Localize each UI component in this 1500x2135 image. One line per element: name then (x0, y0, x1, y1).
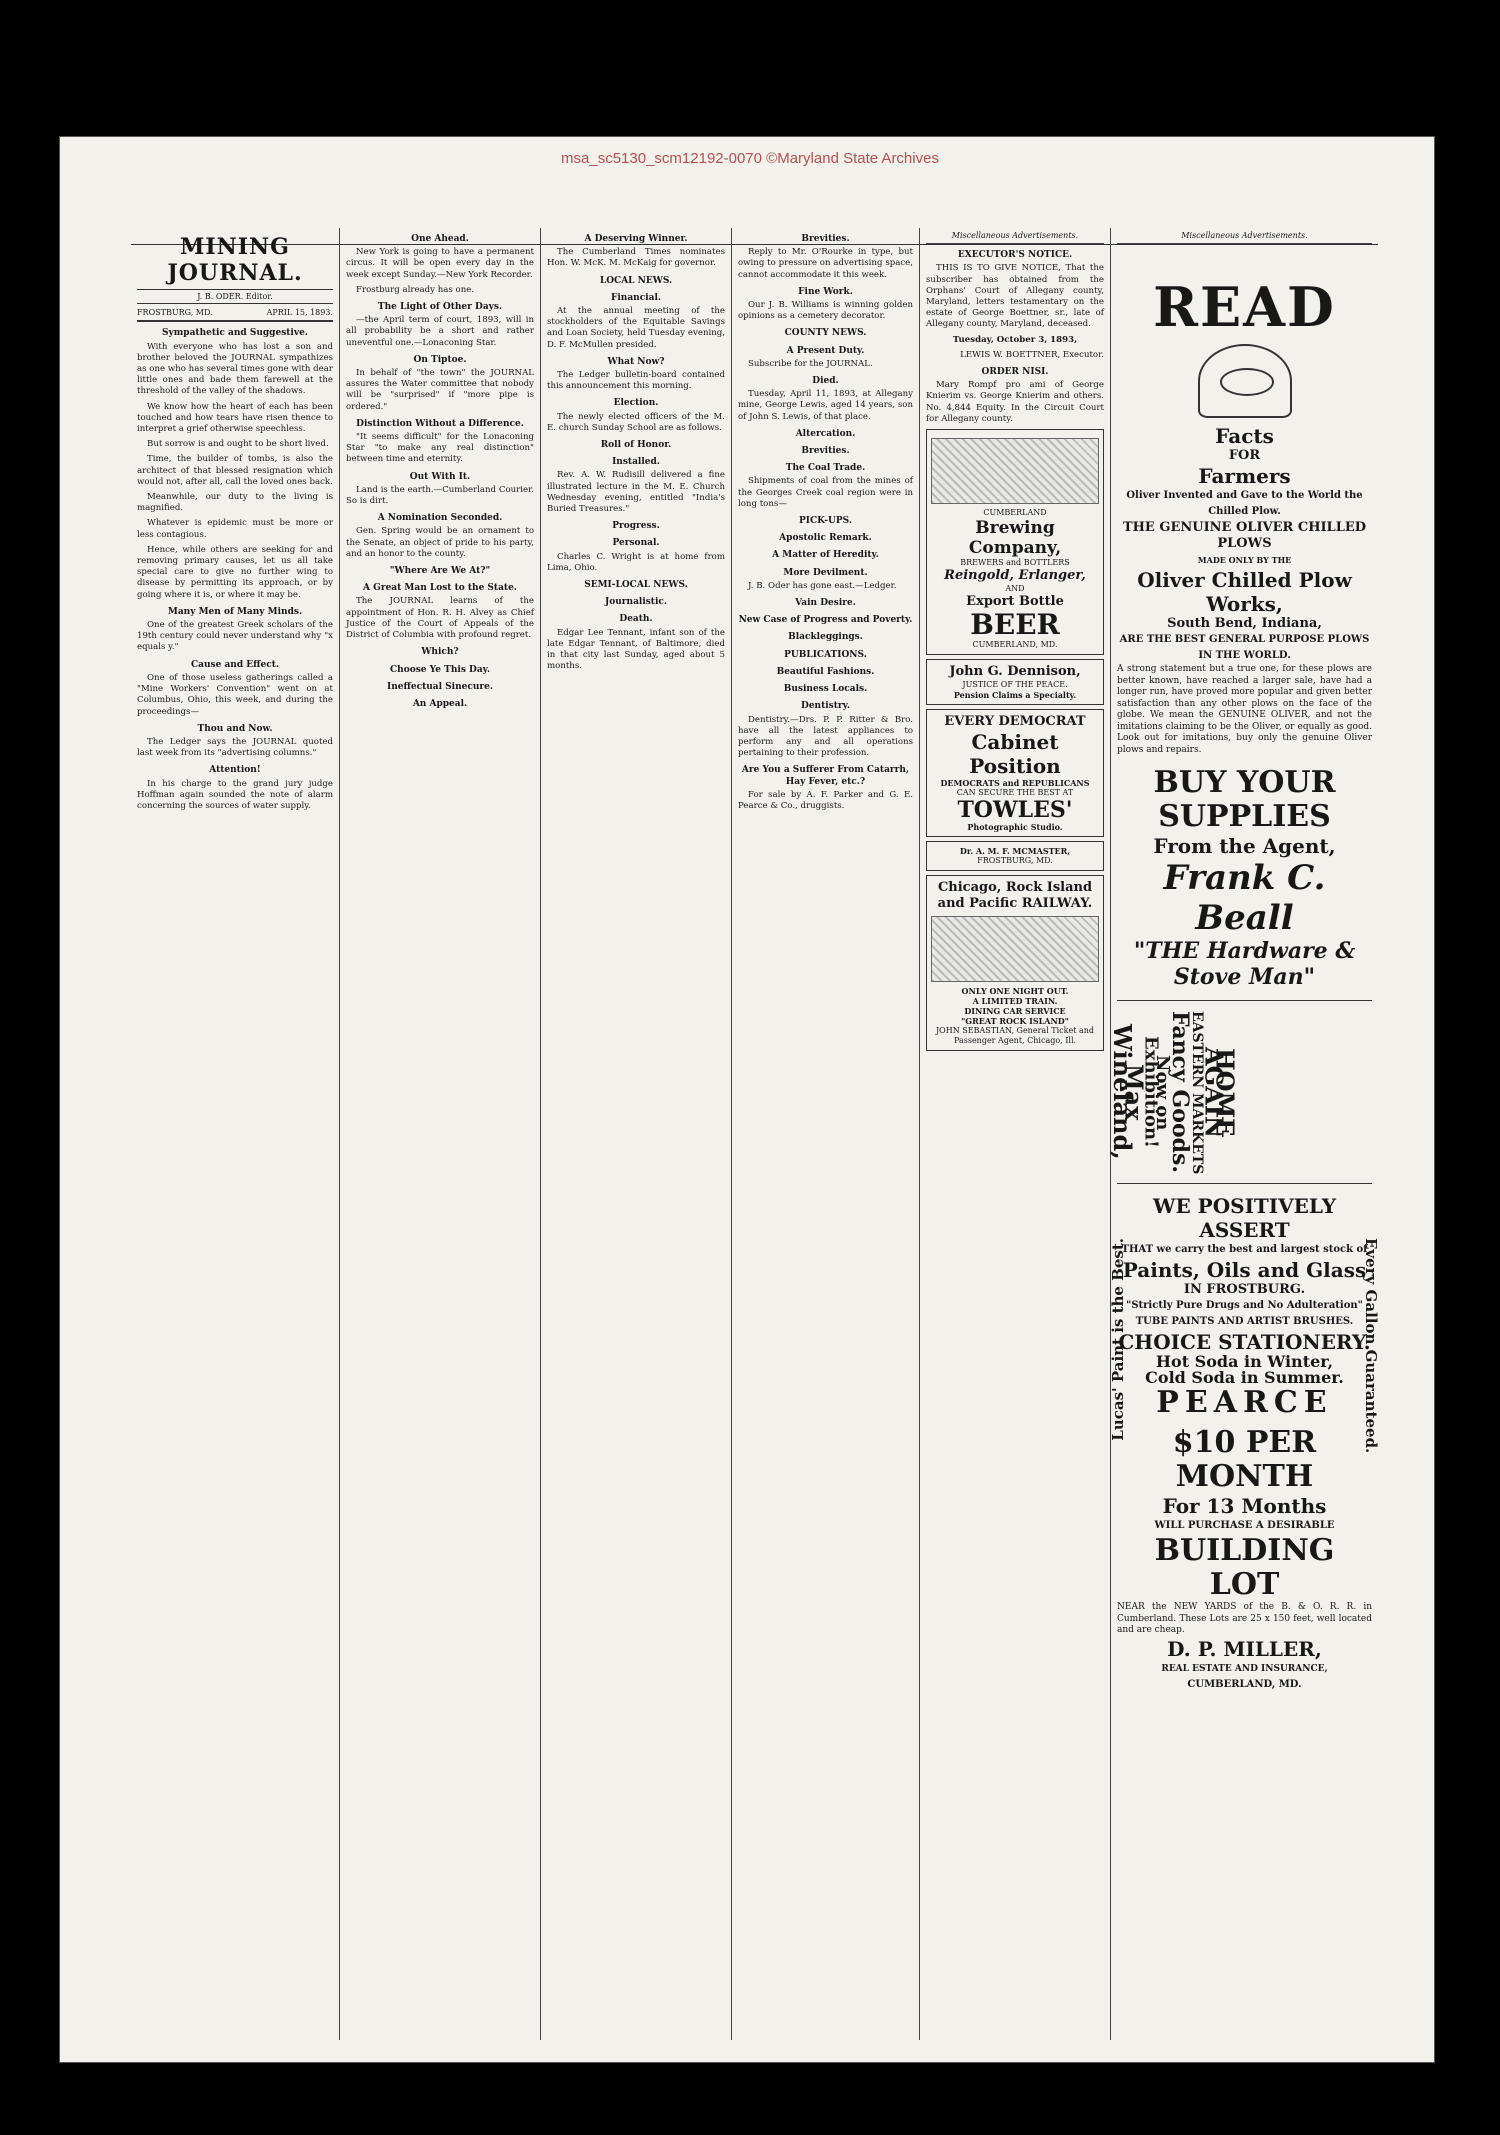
brewery-illustration (931, 438, 1099, 504)
ad-line: BREWERS and BOTTLERS (960, 558, 1070, 568)
paragraph: At the annual meeting of the stockholders of the Equitable Savings and Loan Society, held Tuesday evening, D. F. McMullen presided. (547, 306, 725, 350)
headline: Attention! (209, 765, 261, 776)
headline: More Devilment. (783, 567, 868, 578)
read-heading: READ (1153, 275, 1336, 340)
ad-line: CUMBERLAND, MD. (1187, 1678, 1302, 1690)
headline: Which? (421, 647, 459, 658)
ad-line: REAL ESTATE AND INSURANCE, (1161, 1663, 1328, 1674)
column-6 (1110, 228, 1378, 2040)
ad-line: TOWLES' (957, 797, 1073, 824)
paragraph: LEWIS W. BOETTNER, Executor. (960, 349, 1104, 360)
ad-line: Oliver Invented and Gave to the World the Chilled Plow. (1126, 490, 1363, 518)
ad-line: EVERY DEMOCRAT (944, 714, 1086, 730)
paragraph: With everyone who has lost a son and brother beloved the JOURNAL sympathizes as one who has several times gone with dear little ones and bade them farewell at the threshold of the valley of the shadows. (137, 341, 333, 397)
paragraph: Reply to Mr. O'Rourke in type, but owing to pressure on advertising space, cannot accommodate it this week. (738, 247, 913, 280)
paragraph: Tuesday, April 11, 1893, at Allegany mine, George Lewis, aged 14 years, son of John S. Lewis, of that place. (738, 389, 913, 422)
masthead-title: MINING JOURNAL. (167, 234, 303, 286)
headline: ORDER NISI. (981, 367, 1049, 378)
headline: Choose Ye This Day. (390, 664, 490, 675)
headline: Installed. (612, 457, 660, 468)
ad-line: CUMBERLAND, MD. (972, 640, 1058, 650)
paragraph: One of the greatest Greek scholars of the 19th century could never understand why "x equals y." (137, 620, 333, 653)
headline: On Tiptoe. (413, 354, 467, 365)
ad-line: Cabinet Position (969, 730, 1061, 779)
paragraph: The Ledger bulletin-board contained this announcement this morning. (547, 370, 725, 392)
paragraph: Dentistry.—Drs. P. P. Ritter & Bro. have all the latest appliances to perform any and all operations pertaining to their profession. (738, 714, 913, 759)
section-head: PICK-UPS. (799, 516, 852, 527)
ad-line: D. P. MILLER, (1167, 1636, 1322, 1661)
headline: Business Locals. (783, 684, 868, 695)
headline: A Deserving Winner. (584, 234, 688, 244)
paragraph: J. B. Oder has gone east.—Ledger. (748, 580, 897, 591)
ad-line: ONLY ONE NIGHT OUT. (961, 986, 1069, 997)
ad-line: TUBE PAINTS AND ARTIST BRUSHES. (1135, 1316, 1354, 1328)
ad-line: JOHN SEBASTIAN, General Ticket and Passenger Agent, Chicago, Ill. (935, 1026, 1095, 1046)
ad-line: Oliver Chilled Plow Works, (1137, 568, 1352, 617)
headline: Cause and Effect. (190, 659, 279, 670)
column-5 (919, 228, 1110, 2040)
paragraph: "It seems difficult" for the Lonaconing Star "to make any real distinction" between time and eternity. (346, 432, 534, 465)
ad-line: Fancy Goods. (1167, 1011, 1194, 1174)
headline: Personal. (612, 538, 660, 549)
ad-line: THE GENUINE OLIVER CHILLED PLOWS (1122, 520, 1367, 552)
train-illustration (931, 916, 1099, 982)
ad-line: For 13 Months (1162, 1494, 1327, 1519)
ad-body: A strong statement but a true one, for these plows are better known, have reached a larger sale, have had a longer run, have proved more popular and given better satisfaction than any other plows on the face of the globe. We mean the GENUINE OLIVER, and not the imitations claiming to be the Oliver, or equally as good. Look out for imitations, buy only the genuine Oliver plows and repairs. (1117, 664, 1372, 755)
headline: New Case of Progress and Poverty. (738, 615, 913, 626)
wineland-ad (1108, 1000, 1372, 1184)
ad-line: Paints, Oils and Glass (1122, 1258, 1367, 1283)
ad-line: Chicago, Rock Island and Pacific RAILWAY. (937, 880, 1093, 912)
paragraph: Shipments of coal from the mines of the Georges Creek coal region were in long tons— (738, 476, 913, 509)
headline: Journalistic. (604, 597, 667, 608)
headline: Dentistry. (801, 701, 850, 712)
brewing-ad (926, 429, 1104, 655)
paragraph: Rev. A. W. Rudisill delivered a fine illustrated lecture in the M. E. Church Wednesday evening, entitled "India's Buried Treasures." (547, 470, 725, 515)
section-label: Miscellaneous Advertisements. (1117, 230, 1372, 244)
headline: Ineffectual Sinecure. (387, 681, 493, 692)
ad-line: PEARCE (1156, 1385, 1333, 1421)
headline: A Great Man Lost to the State. (363, 583, 517, 594)
ad-line: Max Wineland, (1108, 1024, 1149, 1161)
headline: Sympathetic and Suggestive. (162, 328, 308, 339)
ad-line: Pension Claims a Specialty. (953, 690, 1077, 701)
paragraph: Mary Rompf pro ami of George Knierim vs. George Knierim and others. No. 4,844 Equity. In the Circuit Court for Allegany county. (926, 380, 1104, 424)
ad-line: Frank C. Beall (1163, 858, 1326, 939)
headline: Beautiful Fashions. (776, 666, 875, 677)
headline: Apostolic Remark. (779, 533, 872, 544)
section-head: SEMI-LOCAL NEWS. (584, 580, 688, 591)
ad-line: MADE ONLY BY THE (1197, 555, 1292, 566)
section-label: Miscellaneous Advertisements. (926, 230, 1104, 244)
ad-line: "Strictly Pure Drugs and No Adulteration" (1126, 1300, 1363, 1312)
ad-line: BUILDING LOT (1154, 1533, 1335, 1603)
ad-line: BUY YOUR SUPPLIES (1153, 765, 1336, 835)
ad-body: NEAR the NEW YARDS of the B. & O. R. R. in Cumberland. These Lots are 25 x 150 feet, well located and are cheap. (1117, 1602, 1372, 1636)
ad-line: CUMBERLAND (983, 508, 1047, 518)
paragraph: Whatever is epidemic must be more or less contagious. (137, 518, 333, 540)
ad-line: From the Agent, (1153, 834, 1336, 859)
headline: Brevities. (801, 446, 850, 457)
headline: Thou and Now. (197, 723, 273, 734)
paragraph: Meanwhile, our duty to the living is magnified. (137, 492, 333, 514)
headline: One Ahead. (411, 234, 469, 244)
paragraph: Frostburg already has one. (356, 284, 475, 295)
dateline (137, 307, 333, 322)
ad-line: Farmers (1198, 464, 1291, 489)
paragraph: For sale by A. F. Parker and G. E. Pearce & Co., druggists. (738, 789, 913, 811)
ad-line: ARE THE BEST GENERAL PURPOSE PLOWS IN THE WORLD. (1119, 634, 1370, 662)
headline: EXECUTOR'S NOTICE. (957, 250, 1073, 261)
ad-line: AND (1005, 584, 1025, 594)
ad-line: FROSTBURG, MD. (977, 856, 1053, 866)
headline: Fine Work. (798, 286, 853, 297)
headline: Election. (613, 398, 659, 409)
paragraph: Our J. B. Williams is winning golden opinions as a cemetery decorator. (738, 300, 913, 322)
ad-line: WE POSITIVELY ASSERT (1153, 1194, 1336, 1243)
headline: What Now? (607, 356, 665, 367)
archive-watermark: msa_sc5130_scm12192-0070 ©Maryland State Archives (561, 150, 939, 167)
headline: Out With It. (409, 471, 471, 482)
paragraph: New York is going to have a permanent circus. It will be open every day in the week except Sunday.—New York Recorder. (346, 247, 534, 280)
paragraph: Charles C. Wright is at home from Lima, Ohio. (547, 551, 725, 573)
paragraph: The Cumberland Times nominates Hon. W. McK. M. McKaig for governor. (547, 247, 725, 269)
ad-line: South Bend, Indiana, (1167, 616, 1322, 632)
dateline-place: FROSTBURG, MD. (137, 308, 213, 318)
paragraph: —the April term of court, 1893, will in all probability be a short and rather uneventful one.—Lonaconing Star. (346, 315, 534, 348)
headline: "Where Are We At?" (389, 566, 491, 577)
headline: Many Men of Many Minds. (167, 606, 303, 617)
ad-line: Brewing Company, (968, 518, 1062, 559)
ad-line: Cold Soda in Summer. (1145, 1368, 1344, 1388)
ad-line: "GREAT ROCK ISLAND" (961, 1016, 1069, 1027)
section-head: COUNTY NEWS. (784, 328, 867, 339)
ad-line: CAN SECURE THE BEST AT (956, 788, 1074, 798)
headline: An Appeal. (412, 698, 468, 709)
ad-line: BEER (970, 608, 1060, 642)
ad-line: $10 PER MONTH (1172, 1425, 1317, 1495)
paragraph: Gen. Spring would be an ornament to the Senate, an object of pride to his party, and an honor to the county. (346, 526, 534, 559)
ad-line: DINING CAR SERVICE (964, 1006, 1066, 1017)
dennison-ad (926, 659, 1104, 705)
ad-line: Export Bottle (966, 594, 1064, 610)
paragraph: The newly elected officers of the M. E. church Sunday School are as follows. (547, 411, 725, 433)
ad-line: Now on Exhibition! (1140, 1036, 1173, 1149)
ad-line: John G. Dennison, (949, 664, 1081, 680)
ad-line: A LIMITED TRAIN. (972, 996, 1058, 1007)
paragraph: The Ledger says the JOURNAL quoted last week from its "advertising columns." (137, 736, 333, 759)
ad-line: THAT we carry the best and largest stock of (1121, 1244, 1368, 1256)
headline: Distinction Without a Difference. (356, 418, 524, 429)
side-slogan-right: Every Gallon Guaranteed. (1362, 1238, 1380, 1454)
ad-line: Dr. A. M. F. MCMASTER, (959, 846, 1071, 857)
side-slogan-left: Lucas' Paint is the Best. (1109, 1238, 1127, 1441)
paragraph: Edgar Lee Tennant, infant son of the late Edgar Tennant, of Baltimore, died in that city last Sunday, aged about 5 months. (547, 627, 725, 672)
paragraph: Subscribe for the JOURNAL. (748, 358, 873, 369)
mcmaster-ad (926, 841, 1104, 871)
paragraph: We know how the heart of each has been touched and how tears have risen thence to interpret a grief otherwise speechless. (137, 401, 333, 435)
paragraph: Hence, while others are seeking for and removing primary causes, let us all take special care to give no further wing to disease by permitting its approach, or by going where it is, or where it may be. (137, 544, 333, 600)
headline: A Nomination Seconded. (377, 513, 503, 524)
ad-line: FOR (1228, 448, 1261, 464)
paragraph: In behalf of "the town" the JOURNAL assures the Water committee that nobody will be "surprised" if "more pipe is ordered." (346, 368, 534, 412)
headline: A Present Duty. (786, 345, 865, 356)
ad-line: Hot Soda in Winter, (1155, 1352, 1334, 1372)
masthead-editor: J. B. ODER. Editor. (137, 289, 333, 304)
headline: Progress. (612, 521, 660, 532)
headline: The Coal Trade. (785, 463, 866, 474)
ad-line: "THE Hardware & Stove Man" (1133, 938, 1356, 991)
ad-line: WILL PURCHASE A DESIRABLE (1154, 1520, 1335, 1532)
ad-line: HOME AGAIN (1199, 1046, 1240, 1138)
column-1 (131, 228, 339, 2040)
towles-ad (926, 709, 1104, 837)
paragraph: Time, the builder of tombs, is also the architect of that blessed resignation which would not, after all, call the loved ones back. (137, 454, 333, 487)
ad-line: Reingold, Erlanger, (944, 568, 1086, 584)
paragraph: But sorrow is and ought to be short lived. (147, 439, 329, 450)
headline: A Matter of Heredity. (772, 550, 879, 561)
column-2 (339, 228, 540, 2040)
paragraph: Tuesday, October 3, 1893, (952, 334, 1078, 345)
ad-line: IN FROSTBURG. (1183, 1282, 1306, 1298)
headline: Roll of Honor. (600, 440, 672, 451)
railway-ad (926, 875, 1104, 1051)
headline: Died. (812, 376, 839, 387)
column-4 (731, 228, 919, 2040)
headline: Brevities. (801, 234, 850, 244)
section-head: LOCAL NEWS. (599, 275, 673, 286)
headline: Altercation. (795, 428, 856, 439)
paragraph: One of those useless gatherings called a "Mine Workers' Convention" went on at Columbus, Ohio, this week, and during the proceedings— (137, 672, 333, 717)
ad-line: JUSTICE OF THE PEACE. (962, 680, 1068, 690)
paragraph: THIS IS TO GIVE NOTICE, That the subscriber has obtained from the Orphans' Court of Allegany county, Maryland, letters testamentary on the estate of George Boettner, sr., late of Allegany county, Maryland, deceased. (926, 263, 1104, 330)
dateline-date: APRIL 15, 1893. (266, 308, 333, 318)
headline: Are You a Sufferer From Catarrh, Hay Fever, etc.? (741, 765, 910, 787)
paragraph: In his charge to the grand jury judge Hoffman again sounded the note of alarm concerning the sources of water supply. (137, 778, 333, 811)
ad-line: DEMOCRATS and REPUBLICANS (940, 778, 1090, 789)
paragraph: Land is the earth.—Cumberland Courier. So is dirt. (346, 484, 534, 507)
plow-logo-icon (1198, 344, 1292, 418)
headline: Vain Desire. (795, 598, 856, 609)
ad-line: EASTERN MARKETS (1189, 1010, 1206, 1174)
ad-line: Photographic Studio. (967, 822, 1063, 833)
ad-line: CHOICE STATIONERY. (1118, 1330, 1371, 1355)
column-3 (540, 228, 731, 2040)
headline: Death. (619, 614, 653, 625)
headline: The Light of Other Days. (377, 302, 503, 313)
paragraph: The JOURNAL learns of the appointment of Hon. R. H. Alvey as Chief Justice of the Court of Appeals of the District of Columbia with profound regret. (346, 596, 534, 641)
headline: Financial. (610, 292, 661, 303)
headline: Blackleggings. (788, 632, 863, 643)
ad-line: Facts (1215, 424, 1274, 449)
section-head: PUBLICATIONS. (784, 649, 867, 660)
